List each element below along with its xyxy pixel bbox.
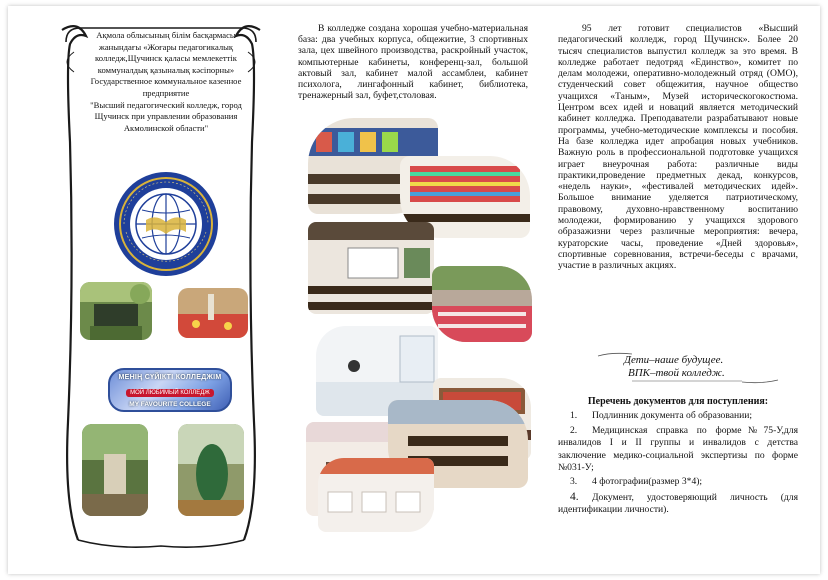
banner-line-en: MY FAVOURITE COLLEGE: [129, 401, 211, 408]
org-line: предприятие: [142, 87, 190, 98]
banner-line-ru: МОЙ ЛЮБИМЫЙ КОЛЛЕДЖ: [126, 389, 214, 397]
photo-classroom-3: [308, 222, 434, 314]
document-item: [558, 410, 798, 422]
photo-canteen: [318, 458, 434, 532]
slogan-line-1: Дети–наше будущее.: [624, 354, 724, 366]
slogan-line-2: ВПК–твой колледж.: [628, 367, 725, 379]
admission-documents: [558, 396, 798, 519]
documents-list: [558, 410, 798, 516]
document-item: [558, 476, 798, 488]
org-line: жанындағы «Жоғары педагогикалық: [98, 41, 234, 52]
document-text: Медицинская справка по форме№75-У,для инвалидов I и II группы и инвалидов с детства заключение медико-социальной экспертизы по форме №031-У;: [558, 424, 798, 474]
college-history-text: [558, 23, 798, 272]
banner-line-kz: МЕНІҢ СҮЙІКТІ КОЛЛЕДЖІМ: [118, 374, 222, 381]
org-line: Щучинск при управлении образования: [94, 111, 238, 122]
material-base-text: [298, 23, 528, 101]
photo-peacock-topiary: [178, 424, 244, 516]
org-line: Государственное коммунальное казенное: [90, 76, 242, 87]
history-paragraph: 95 лет готовит специалистов «Высший педагогический колледж, город Щучинск». Более 20 тысяч специалистов выпустил колледж за это время. В колледже работает педотряд «Единство», комитет по делам молодежи, оперативно-молодежный отряд (ОМО), студенческий совет общежития, научное общество учащихся «Таным», Музей историческогокостюма. Центром всех идей и новаций является методический кабинет колледжа. Преподаватели разрабатывают новые программы, учебно-методические комплексы и пособия. На базе колледжа идет апробация новых учебников. Важную роль в профессиональной подготовке учащихся играет внеурочная работа: различные виды практики,проведение предметных декад, конкурсов, «недель науки», «фестивалей методических идей». Большое внимание уделяется патриотическому, правовому, духовно-нравственному воспитанию молодежи, формированию у учащихся здорового образажизни через различные мероприятия: вечера, кураторские часы, проведение «Дней здоровья», спортивные соревнования, встречи-беседы с врачами, участие в различных акциях.: [558, 23, 798, 272]
material-base-paragraph: В колледже создана хорошая учебно-материальная база: два учебных корпуса, общежитие, 3 спортивных зала, цех швейного производства, раскройный участок, компьютерные кабинеты, конференц-зал, большой актовый зал, кабинет малой ассамблеи, кабинет психолога, лингафонный кабинет, библиотека, тренажерный зал, буфет,столовая.: [298, 23, 528, 102]
document-number: 4.: [570, 490, 579, 503]
favourite-college-banner: [108, 368, 232, 412]
org-line: "Высший педагогический колледж, город: [90, 99, 242, 110]
document-number: 2.: [570, 424, 578, 436]
photo-garden-path: [82, 424, 148, 516]
document-text: 4 фотографии(размер 3*4);: [592, 476, 703, 488]
document-number: 3.: [570, 476, 578, 488]
photo-flower-garden: [178, 288, 248, 338]
org-line: Ақмола облысының білім басқармасы: [96, 30, 236, 40]
photo-assembly-hall: [432, 266, 532, 342]
org-line: коммуналдық қазыналық кәсіпорны»: [97, 64, 235, 75]
document-text: Подлинник документа об образовании;: [592, 410, 753, 422]
slogan-box: [592, 350, 782, 386]
document-item: [558, 491, 798, 517]
college-logo-seal: [112, 170, 220, 278]
organization-name: [72, 30, 260, 134]
document-number: 1.: [570, 410, 578, 422]
photo-courtyard-piano: [80, 282, 152, 340]
org-line: Акмолинской области": [123, 122, 209, 133]
document-item: [558, 425, 798, 475]
org-line: колледж,Щучинск қаласы мемлекеттік: [95, 53, 237, 64]
document-text: Документ, удостоверяющий личность (для идентификации личности).: [558, 491, 798, 516]
documents-title: Перечень документов для поступления:: [587, 396, 769, 407]
